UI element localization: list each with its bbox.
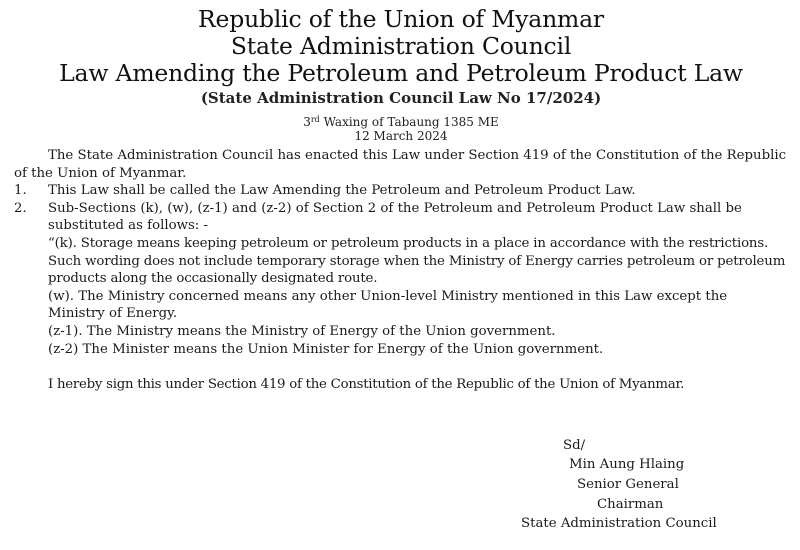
section-item bbox=[14, 182, 788, 200]
section-text: This Law shall be called the Law Amending the Petroleum and Petroleum Product Law. bbox=[48, 183, 636, 199]
signatory-body: State Administration Council bbox=[521, 516, 717, 531]
section-item bbox=[14, 200, 788, 235]
law-number-subtitle: (State Administration Council Law No 17/2024) bbox=[200, 89, 602, 107]
gregorian-date: 12 March 2024 bbox=[354, 129, 448, 143]
signatory-title: Chairman bbox=[597, 497, 664, 512]
preamble-paragraph: The State Administration Council has enacted this Law under Section 419 of the Constitution of the Republic of the Union of Myanmar. bbox=[14, 148, 787, 181]
paragraph-spacer bbox=[14, 358, 788, 376]
document-heading-country: Republic of the Union of Myanmar bbox=[198, 5, 604, 33]
substitution-w: (w). The Ministry concerned means any other Union-level Ministry mentioned in this Law except the Ministry of Energy. bbox=[48, 288, 728, 322]
section-text: Sub-Sections (k), (w), (z-1) and (z-2) of Section 2 of the Petroleum and Petroleum Product Law shall be substituted as follows: - bbox=[48, 200, 742, 234]
signature-sd: Sd/ bbox=[563, 438, 586, 453]
lunar-day: 3 bbox=[303, 115, 311, 129]
document-heading-law-title: Law Amending the Petroleum and Petroleum Product Law bbox=[59, 59, 743, 87]
substitution-k: “(k). Storage means keeping petroleum or petroleum products in a place in accordance with the restrictions. Such wording does not include temporary storage when the Ministry of Energy carries petroleum or petroleum products along the occasionally designated route. bbox=[48, 235, 786, 287]
lunar-date bbox=[14, 115, 788, 129]
signatory-rank: Senior General bbox=[577, 477, 679, 492]
lunar-date-rest: Waxing of Tabaung 1385 ME bbox=[323, 115, 499, 129]
substitution-z1: (z-1). The Ministry means the Ministry of Energy of the Union government. bbox=[48, 323, 556, 339]
signatory-name: Min Aung Hlaing bbox=[569, 457, 685, 472]
section-number: 2. bbox=[14, 200, 27, 216]
lunar-day-suffix: rd bbox=[310, 115, 320, 124]
substitution-z2: (z-2) The Minister means the Union Minister for Energy of the Union government. bbox=[48, 341, 604, 357]
closing-statement: I hereby sign this under Section 419 of the Constitution of the Republic of the Union of Myanmar. bbox=[48, 376, 685, 392]
law-body bbox=[14, 147, 788, 393]
document-heading-council: State Administration Council bbox=[230, 32, 572, 60]
section-number: 1. bbox=[14, 183, 27, 199]
